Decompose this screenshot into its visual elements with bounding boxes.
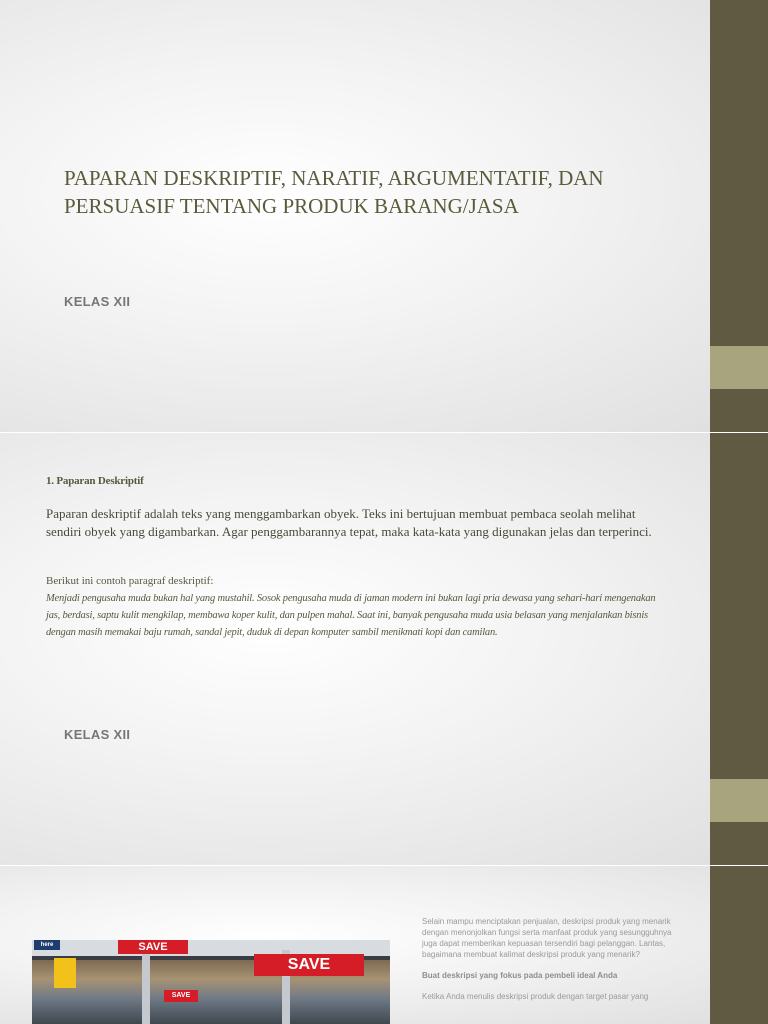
slide-subtitle: KELAS XII xyxy=(64,294,131,309)
text-paragraph-2: Ketika Anda menulis deskripsi produk dengan target pasar yang xyxy=(422,992,649,1001)
photo-sign-save: SAVE xyxy=(254,954,364,976)
sidebar-accent-band xyxy=(710,346,768,389)
slide-title xyxy=(0,0,768,432)
photo-sign-save: SAVE xyxy=(164,990,198,1002)
photo-price-tag xyxy=(54,958,76,988)
title-line-1: PAPARAN DESKRIPTIF, NARATIF, ARGUMENTATIF, DAN xyxy=(64,166,604,190)
example-intro: Berikut ini contoh paragraf deskriptif: xyxy=(46,575,214,587)
example-paragraph: Menjadi pengusaha muda bukan hal yang mustahil. Sosok pengusaha muda di jaman modern ini bukan lagi pria dewasa yang sehari-hari mengenakan jas, berdasi, saptu kulit mengkilap, membawa koper kulit, dan pulpen mahal. Saat ini, banyak pengusaha muda usia belasan yang menjalankan bisnis dengan masih memakai baju rumah, sandal jepit, duduk di depan komputer sambil menikmati kopi dan camilan. xyxy=(46,593,656,638)
photo-sign-here: here xyxy=(34,940,60,950)
title-line-2: PERSUASIF TENTANG PRODUK BARANG/JASA xyxy=(64,194,519,218)
photo-sign-save: SAVE xyxy=(118,940,188,954)
supermarket-photo xyxy=(32,940,390,1024)
slide-descriptive xyxy=(0,433,768,865)
slide-product-description xyxy=(0,866,768,1024)
slide-subtitle: KELAS XII xyxy=(64,727,131,742)
text-subheading: Buat deskripsi yang fokus pada pembeli ideal Anda xyxy=(422,971,618,980)
slide-title-heading xyxy=(64,164,624,220)
section-heading: 1. Paparan Deskriptif xyxy=(46,475,144,487)
text-paragraph-1: Selain mampu menciptakan penjualan, deskripsi produk yang menarik dengan menonjolkan fungsi serta manfaat produk yang sesungguhnya juga dapat memberikan kepuasan tersendiri bagi pelanggan. Lantas, bagaimana membuat kalimat deskripsi produk yang menarik? xyxy=(422,917,672,959)
sidebar-decoration xyxy=(710,866,768,1024)
product-description-text xyxy=(422,916,684,1012)
sidebar-accent-band xyxy=(710,779,768,822)
definition-paragraph: Paparan deskriptif adalah teks yang menggambarkan obyek. Teks ini bertujuan membuat pembaca seolah melihat sendiri obyek yang digambarkan. Agar penggambarannya tepat, maka kata-kata yang digunakan jelas dan terperinci. xyxy=(46,506,652,539)
photo-pillar xyxy=(142,950,150,1024)
